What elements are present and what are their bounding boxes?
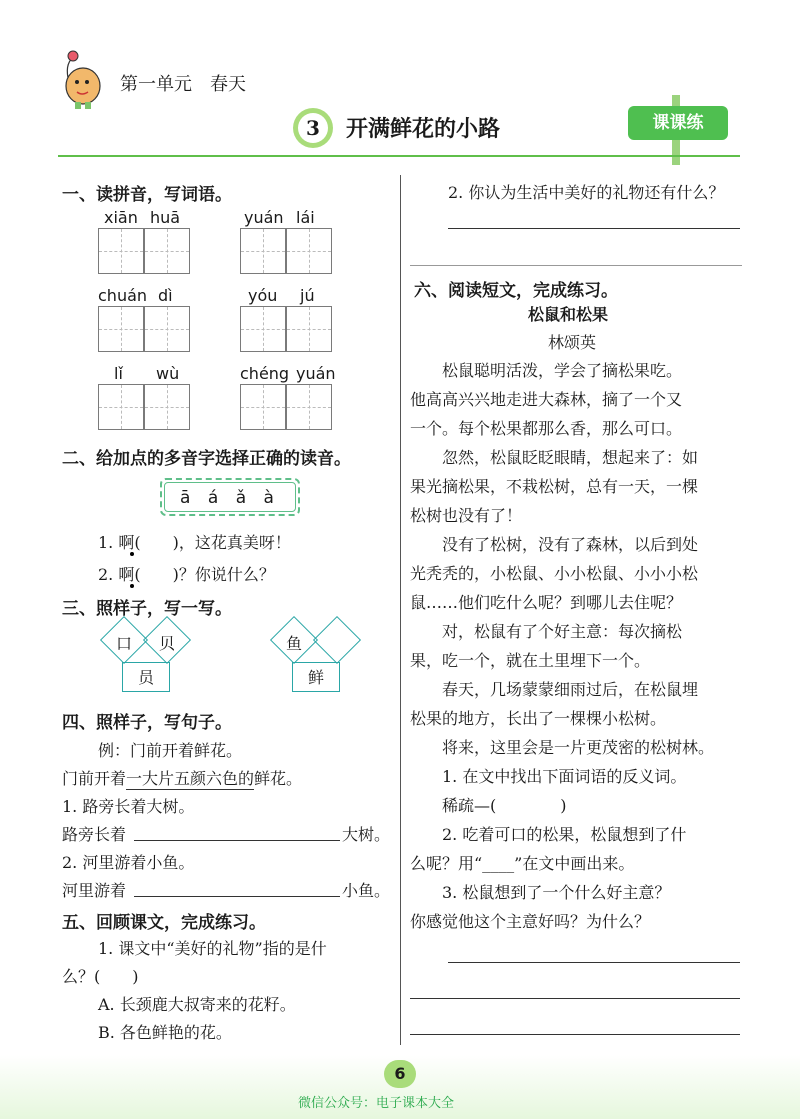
pinyin-1b: huā bbox=[150, 208, 181, 227]
pronunciation-options: ā á ǎ à bbox=[164, 482, 296, 512]
writing-box[interactable] bbox=[240, 228, 286, 274]
story-line: 没有了松树，没有了森林，以后到处 bbox=[410, 535, 699, 554]
pinyin-5b: wù bbox=[156, 364, 180, 383]
answer-blank[interactable] bbox=[134, 896, 340, 897]
s4-answer-1-post: 大树。 bbox=[342, 825, 391, 844]
pinyin-4b: jú bbox=[300, 286, 315, 305]
pinyin-3b: dì bbox=[158, 286, 173, 305]
writing-box[interactable] bbox=[98, 384, 144, 430]
story-line: 松树也没有了！ bbox=[410, 506, 523, 525]
example-expanded: 门前开着一大片五颜六色的鲜花。 bbox=[62, 766, 302, 790]
s6-question-3-line1: 3. 松鼠想到了一个什么好主意？ bbox=[410, 883, 671, 902]
writing-box[interactable] bbox=[240, 384, 286, 430]
mascot-illustration bbox=[55, 48, 107, 110]
header-divider bbox=[58, 155, 740, 157]
watermark: 微信公众号：电子课本大全 bbox=[298, 1096, 455, 1111]
writing-box[interactable] bbox=[286, 306, 332, 352]
exercise-badge: 课课练 bbox=[628, 106, 728, 140]
section-5-title: 五、回顾课文，完成练习。 bbox=[62, 913, 266, 933]
story-line: 松鼠聪明活泼，学会了摘松果吃。 bbox=[410, 361, 683, 380]
pinyin-1a: xiān bbox=[104, 208, 138, 227]
section-2-title: 二、给加点的多音字选择正确的读音。 bbox=[62, 449, 351, 469]
answer-line[interactable] bbox=[448, 228, 740, 229]
writing-box[interactable] bbox=[286, 228, 332, 274]
s4-answer-1-pre: 路旁长着 bbox=[62, 825, 127, 844]
section-4-title: 四、照样子，写句子。 bbox=[62, 713, 232, 733]
story-author: 林颂英 bbox=[548, 333, 597, 352]
emphasis-dot bbox=[130, 552, 134, 556]
pinyin-6a: chéng bbox=[240, 364, 290, 383]
lesson-number-badge: 3 bbox=[293, 108, 333, 148]
s6-question-3-line2: 你感觉他这个主意好吗？为什么？ bbox=[410, 912, 651, 931]
answer-blank[interactable] bbox=[134, 840, 340, 841]
s4-answer-2-pre: 河里游着 bbox=[62, 881, 127, 900]
pinyin-4a: yóu bbox=[248, 286, 278, 305]
story-line: 对，松鼠有了个好主意：每次摘松 bbox=[410, 622, 683, 641]
s6-question-2-line1: 2. 吃着可口的松果，松鼠想到了什 bbox=[410, 825, 687, 844]
story-line: 他高高兴兴地走进大森林，摘了一个又 bbox=[410, 390, 683, 409]
story-line: 光秃秃的，小松鼠、小小松鼠、小小小松 bbox=[410, 564, 699, 583]
s4-answer-2-post: 小鱼。 bbox=[342, 881, 391, 900]
emphasis-dot bbox=[130, 584, 134, 588]
result-char-box: 鲜 bbox=[292, 662, 340, 692]
column-divider bbox=[400, 175, 401, 1045]
section-6-title: 六、阅读短文，完成练习。 bbox=[414, 281, 618, 301]
answer-line[interactable] bbox=[448, 962, 740, 963]
story-line: 松果的地方，长出了一棵棵小松树。 bbox=[410, 709, 667, 728]
pinyin-6b: yuán bbox=[296, 364, 336, 383]
s5-question-1-line1: 1. 课文中“美好的礼物”指的是什 bbox=[98, 939, 327, 958]
s4-question-1: 1. 路旁长着大树。 bbox=[62, 797, 195, 816]
story-line: 忽然，松鼠眨眨眼睛，想起来了：如 bbox=[410, 448, 699, 467]
story-line: 春天，几场蒙蒙细雨过后，在松鼠埋 bbox=[410, 680, 699, 699]
story-line: 鼠……他们吃什么呢？到哪儿去住呢？ bbox=[410, 593, 683, 612]
component-char-left: 口 bbox=[115, 634, 132, 653]
answer-line[interactable] bbox=[410, 1034, 740, 1035]
s6-question-2-line2: 么呢？用“____”在文中画出来。 bbox=[410, 854, 635, 873]
writing-box[interactable] bbox=[144, 228, 190, 274]
s2-question-1: 1. 啊( )，这花真美呀！ bbox=[98, 533, 291, 552]
unit-label: 第一单元 春天 bbox=[120, 74, 246, 95]
component-char-right: 贝 bbox=[158, 634, 175, 653]
s6-question-1: 1. 在文中找出下面词语的反义词。 bbox=[410, 767, 687, 786]
writing-box[interactable] bbox=[98, 228, 144, 274]
s5-question-1-line2: 么？( ) bbox=[62, 967, 139, 986]
story-line: 一个。每个松果都那么香，那么可口。 bbox=[410, 419, 683, 438]
pinyin-2a: yuán bbox=[244, 208, 284, 227]
story-line: 将来，这里会是一片更茂密的松树林。 bbox=[410, 738, 715, 757]
result-char-box: 员 bbox=[122, 662, 170, 692]
section-1-title: 一、读拼音，写词语。 bbox=[62, 185, 232, 205]
writing-box[interactable] bbox=[286, 384, 332, 430]
lesson-title: 开满鲜花的小路 bbox=[346, 117, 501, 142]
s4-question-2: 2. 河里游着小鱼。 bbox=[62, 853, 195, 872]
writing-box[interactable] bbox=[144, 384, 190, 430]
pinyin-5a: lǐ bbox=[114, 364, 123, 383]
option-b: B. 各色鲜艳的花。 bbox=[98, 1023, 232, 1042]
answer-diamond[interactable] bbox=[313, 616, 361, 664]
section-divider bbox=[410, 265, 742, 266]
pinyin-3a: chuán bbox=[98, 286, 148, 305]
page-number: 6 bbox=[384, 1060, 416, 1088]
story-line: 果光摘松果，不栽松树，总有一天，一棵 bbox=[410, 477, 699, 496]
writing-box[interactable] bbox=[240, 306, 286, 352]
section-3-title: 三、照样子，写一写。 bbox=[62, 599, 232, 619]
writing-box[interactable] bbox=[98, 306, 144, 352]
pinyin-2b: lái bbox=[296, 208, 315, 227]
s6-question-1-word[interactable]: 稀疏—( ) bbox=[442, 796, 567, 815]
story-title: 松鼠和松果 bbox=[528, 305, 609, 324]
s5-question-2: 2. 你认为生活中美好的礼物还有什么？ bbox=[448, 183, 725, 202]
story-line: 果，吃一个，就在土里埋下一个。 bbox=[410, 651, 651, 670]
answer-line[interactable] bbox=[410, 998, 740, 999]
option-a: A. 长颈鹿大叔寄来的花籽。 bbox=[98, 995, 296, 1014]
component-char-left: 鱼 bbox=[285, 634, 302, 653]
example-sentence: 例：门前开着鲜花。 bbox=[98, 741, 243, 760]
s2-question-2: 2. 啊( )？你说什么？ bbox=[98, 565, 275, 584]
writing-box[interactable] bbox=[144, 306, 190, 352]
